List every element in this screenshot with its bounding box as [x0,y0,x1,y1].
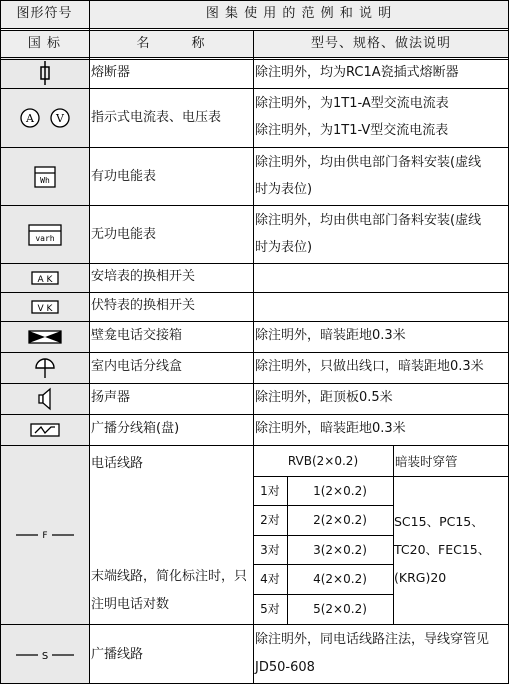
row-name: 指示式电流表、电压表 [91,110,222,125]
telephone-line-label: F [41,531,48,541]
pair-spec: 5(2×0.2) [313,602,367,616]
column-symbol: 国 标 [0,30,89,58]
row-description-line2: 时为表位) [255,240,313,255]
row-name: 伏特表的换相开关 [91,298,196,313]
pair-spec: 3(2×0.2) [313,543,367,557]
voltmeter-switch-icon [0,293,89,321]
ammeter-voltmeter-icon [0,89,89,147]
ak-label: A K [37,275,52,285]
row-name: 安培表的换相开关 [91,269,196,284]
row-name: 无功电能表 [91,227,157,242]
varh-label: varh [34,233,55,243]
column-description: 型号、规格、做法说明 [253,30,509,58]
header-symbol: 图形符号 [0,0,89,28]
ammeter-switch-icon [0,264,89,292]
row-description-line1: 除注明外，均由供电部门备料安装(虚线 [255,155,482,170]
wh-label: Wh [39,175,50,185]
reactive-energy-meter-icon [0,206,89,263]
rvb-header: RVB(2×0.2) [287,454,359,468]
pair-spec: 4(2×0.2) [313,572,367,586]
conduit-header: 暗装时穿管 [395,454,458,469]
row-description-line2: 时为表位) [255,182,313,197]
pair-spec: 1(2×0.2) [313,484,367,498]
row-description-line1: 除注明外，均由供电部门备料安装(虚线 [255,213,482,228]
telephone-outlet-icon [0,353,89,383]
row-description-line2: 除注明外，为1T1-V型交流电流表 [255,123,449,138]
row-name: 壁龛电话交接箱 [91,328,183,343]
pair-count: 4对 [260,572,280,586]
row-name: 室内电话分线盒 [91,359,183,374]
row-name: 扬声器 [91,390,131,405]
pair-spec: 2(2×0.2) [313,513,367,527]
broadcast-line-label: S [41,650,48,662]
row-name: 熔断器 [91,65,131,80]
pair-count: 5对 [260,602,280,616]
row-name: 广播分线箱(盘) [91,421,180,436]
pair-count: 2对 [260,513,280,527]
vk-label: V K [37,304,52,314]
broadcast-line-description-1: 除注明外，同电话线路注法，导线穿管见 [255,632,490,647]
speaker-icon [0,384,89,414]
conduit-spec-2: TC20、FEC15、 [394,542,491,557]
row-description: 除注明外，暗装距地0.3米 [255,328,406,343]
row-description: 除注明外，暗装距地0.3米 [255,421,406,436]
conduit-spec-1: SC15、PC15、 [394,514,484,529]
row-name: 有功电能表 [91,169,157,184]
phone-line-note-1: 末端线路，简化标注时，只 [91,569,248,584]
pair-count: 3对 [260,543,280,557]
pair-count: 1对 [260,484,280,498]
telephone-line-icon [0,446,89,624]
conduit-spec-3: (KRG)20 [394,570,447,585]
row-description: 除注明外，均为RC1A瓷插式熔断器 [255,65,459,80]
broadcast-line-name: 广播线路 [91,647,144,662]
voltmeter-label: V [55,112,64,125]
ammeter-label: A [25,112,34,125]
telephone-box-icon [0,322,89,352]
phone-line-note-2: 注明电话对数 [91,597,170,612]
column-name: 名 称 [89,30,253,58]
row-description: 除注明外，只做出线口，暗装距地0.3米 [255,359,484,374]
row-description: 除注明外，距顶板0.5米 [255,390,393,405]
header-title: 图 集 使 用 的 范 例 和 说 明 [89,0,509,28]
fuse-icon [0,58,89,88]
phone-line-name: 电话线路 [91,456,144,471]
active-energy-meter-icon [0,148,89,205]
broadcast-box-icon [0,415,89,445]
broadcast-line-icon [0,625,89,684]
row-description-line1: 除注明外，为1T1-A型交流电流表 [255,96,449,111]
broadcast-line-description-2: JD50-608 [255,660,315,675]
